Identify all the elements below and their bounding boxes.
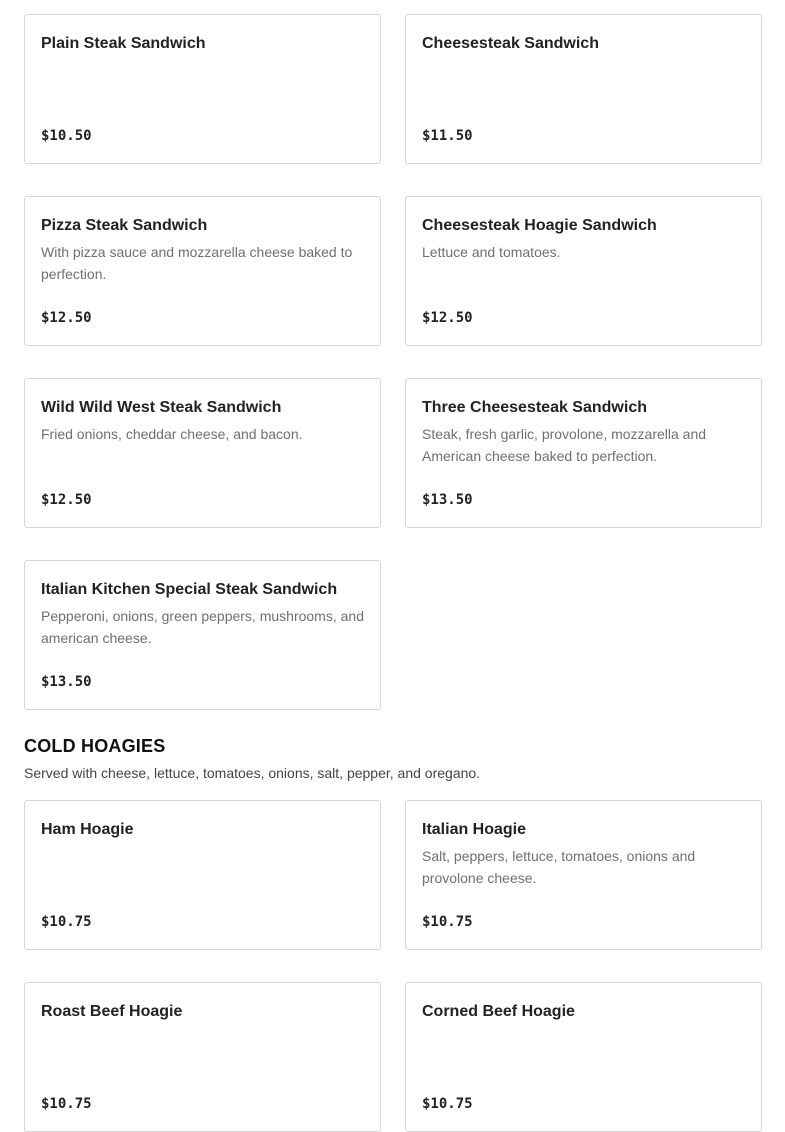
menu-item-card[interactable] bbox=[405, 982, 762, 1132]
menu-item-card[interactable] bbox=[405, 196, 762, 346]
menu-item-name: Roast Beef Hoagie bbox=[41, 1003, 183, 1020]
menu-item-description: With pizza sauce and mozzarella cheese baked to perfection. bbox=[41, 244, 353, 282]
menu-item-card[interactable] bbox=[24, 800, 381, 950]
menu-item-description: Steak, fresh garlic, provolone, mozzarella and American cheese baked to perfection. bbox=[422, 426, 707, 464]
menu-item-price: $12.50 bbox=[41, 310, 92, 326]
menu-item-name: Corned Beef Hoagie bbox=[422, 1003, 575, 1020]
menu-item-price: $10.75 bbox=[41, 914, 92, 930]
menu-item-card[interactable] bbox=[405, 378, 762, 528]
section-title: COLD HOAGIES bbox=[24, 736, 166, 756]
menu-item-card[interactable] bbox=[405, 800, 762, 950]
menu-item-description: Fried onions, cheddar cheese, and bacon. bbox=[41, 426, 303, 442]
menu-item-card[interactable] bbox=[24, 560, 381, 710]
menu-item-name: Italian Kitchen Special Steak Sandwich bbox=[41, 581, 338, 598]
menu-item-name: Cheesesteak Sandwich bbox=[422, 35, 599, 52]
menu-item-price: $12.50 bbox=[41, 492, 92, 508]
menu-item-price: $10.75 bbox=[422, 914, 473, 930]
section-description: Served with cheese, lettuce, tomatoes, onions, salt, pepper, and oregano. bbox=[24, 765, 481, 781]
menu-item-price: $13.50 bbox=[422, 492, 473, 508]
menu-item-price: $10.50 bbox=[41, 128, 92, 144]
menu-item-price: $10.75 bbox=[422, 1096, 473, 1112]
menu-item-price: $12.50 bbox=[422, 310, 473, 326]
menu-item-name: Wild Wild West Steak Sandwich bbox=[41, 399, 282, 416]
menu-item-description: Salt, peppers, lettuce, tomatoes, onions and provolone cheese. bbox=[422, 848, 696, 886]
menu-item-name: Pizza Steak Sandwich bbox=[41, 217, 208, 234]
menu-item-price: $13.50 bbox=[41, 674, 92, 690]
menu-item-card[interactable] bbox=[24, 982, 381, 1132]
menu-item-card[interactable] bbox=[24, 14, 381, 164]
menu-item-price: $10.75 bbox=[41, 1096, 92, 1112]
menu-item-name: Three Cheesesteak Sandwich bbox=[422, 399, 647, 416]
menu-item-name: Cheesesteak Hoagie Sandwich bbox=[422, 217, 657, 234]
menu-item-name: Plain Steak Sandwich bbox=[41, 35, 206, 52]
menu-item-card[interactable] bbox=[24, 378, 381, 528]
menu-item-card[interactable] bbox=[24, 196, 381, 346]
menu-item-description: Lettuce and tomatoes. bbox=[422, 244, 561, 260]
menu-item-description: Pepperoni, onions, green peppers, mushrooms, and american cheese. bbox=[41, 608, 364, 646]
menu-item-name: Ham Hoagie bbox=[41, 821, 134, 838]
menu-item-price: $11.50 bbox=[422, 128, 473, 144]
menu-item-name: Italian Hoagie bbox=[422, 821, 527, 838]
menu-item-card[interactable] bbox=[405, 14, 762, 164]
